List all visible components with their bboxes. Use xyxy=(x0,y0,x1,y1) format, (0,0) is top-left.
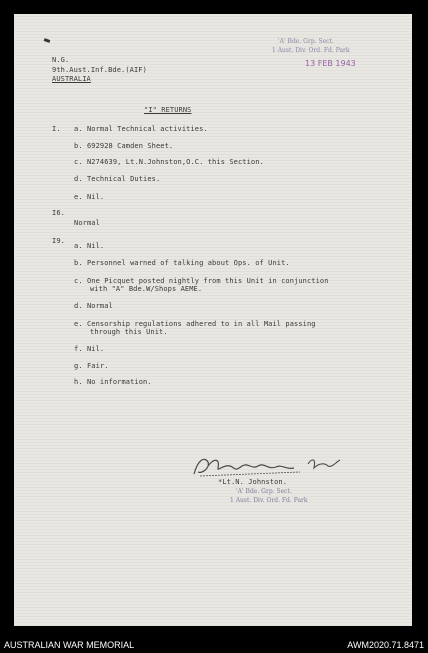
signatory-unit-line-1: 'A' Bde. Grp. Sect. xyxy=(236,488,292,495)
item-text: g. Fair. xyxy=(74,362,109,370)
item-text: b. 692928 Camden Sheet. xyxy=(74,142,174,150)
header-country: AUSTRALIA xyxy=(52,75,91,83)
signatory-name: *Lt.N. Johnston. xyxy=(218,478,288,486)
header-ref: N.G. xyxy=(52,56,70,64)
item-text: a. Nil. xyxy=(74,242,105,250)
item-text: through this Unit. xyxy=(90,328,168,336)
item-text: b. Personnel warned of talking about Ops. of Unit. xyxy=(74,259,290,267)
item-text: Normal xyxy=(74,219,100,227)
item-text: with "A" Bde.W/Shops AEME. xyxy=(90,285,203,293)
stamp-date: 13 FEB 1943 xyxy=(305,59,356,68)
item-text: e. Nil. xyxy=(74,193,105,201)
footer-institution: AUSTRALIAN WAR MEMORIAL xyxy=(4,640,135,650)
signatory-unit-line-2: 1 Aust. Div. Ord. Fd. Park xyxy=(230,497,308,504)
item-text: c. One Picquet posted nightly from this Unit in conjunction xyxy=(74,277,329,285)
item-text: d. Normal xyxy=(74,302,113,310)
item-text: e. Censorship regulations adhered to in all Mail passing xyxy=(74,320,316,328)
section-number: I. xyxy=(52,125,61,133)
stamp-line-2: 1 Aust. Div. Ord. Fd. Park xyxy=(272,47,350,54)
item-text: a. Normal Technical activities. xyxy=(74,125,208,133)
section-number: I6. xyxy=(52,209,65,217)
item-text: f. Nil. xyxy=(74,345,105,353)
section-number: I9. xyxy=(52,237,65,245)
footer-accession-number: AWM2020.71.8471 xyxy=(347,640,424,650)
document-title: "I" RETURNS xyxy=(144,106,192,114)
item-text: c. N274639, Lt.N.Johnston,O.C. this Section. xyxy=(74,158,264,166)
header-unit: 9th.Aust.Inf.Bde.(AIF) xyxy=(52,66,147,74)
item-text: h. No information. xyxy=(74,378,152,386)
item-text: d. Technical Duties. xyxy=(74,175,161,183)
stamp-line-1: 'A' Bde. Grp. Sect. xyxy=(278,38,334,45)
